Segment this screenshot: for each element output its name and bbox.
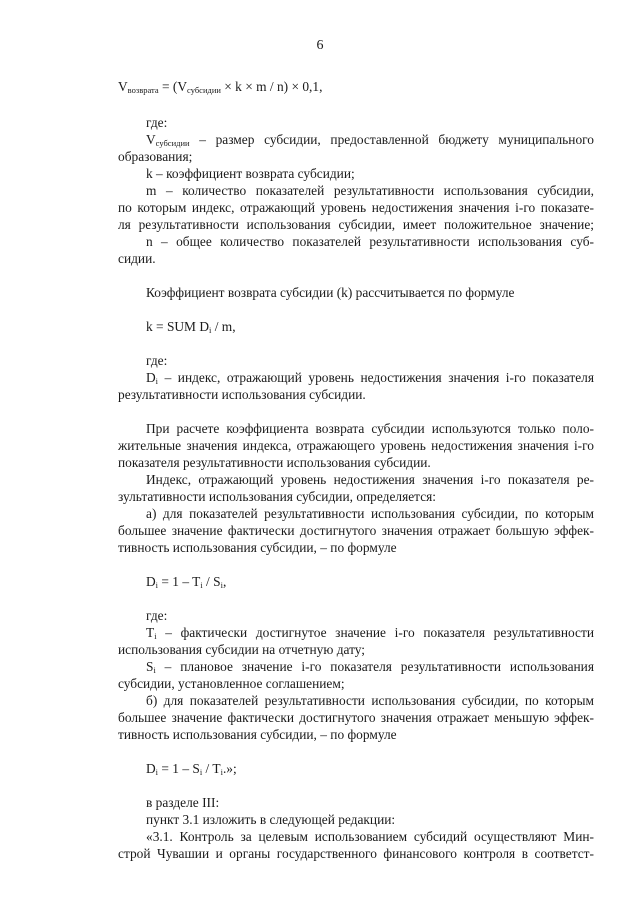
where-label: где: bbox=[146, 353, 168, 368]
def-k: k – коэффициент возврата субсидии; bbox=[146, 166, 355, 181]
section-3-heading: в разделе III: bbox=[146, 795, 220, 810]
def-d-line1: $D_i$ – индекс, отражающий уровень недостижения значения i-го показателя bbox=[146, 370, 594, 386]
formula-v-return: $V_{возврата} = (V_{субсидии} \times k \times m / n) \times 0,1$, bbox=[118, 79, 323, 95]
p-b-line1: б) для показателей результативности использования субсидии, по которым bbox=[146, 693, 594, 708]
def-m-line1: m – количество показателей результативности использования субсидии, bbox=[146, 183, 594, 198]
p-a-line3: тивность использования субсидии, – по формуле bbox=[118, 540, 397, 555]
def-n-line2: сидии. bbox=[118, 251, 156, 266]
item-3-1-intro: пункт 3.1 изложить в следующей редакции: bbox=[146, 812, 396, 827]
def-m-line2: по которым индекс, отражающий уровень недостижения значения i-го показате- bbox=[118, 200, 594, 215]
def-s-line2: субсидии, установленное соглашением; bbox=[118, 676, 345, 691]
p-3-1-line2: строй Чувашии и органы государственного финансового контроля в соответст- bbox=[118, 846, 594, 861]
p-b-line2: большее значение фактически достигнутого значения отражает меньшую эффек- bbox=[118, 710, 594, 725]
def-m-line3: ля результативности использования субсидии, имеет положительное значение; bbox=[118, 217, 594, 232]
p-3-1-line1: «3.1. Контроль за целевым использованием субсидий осуществляют Мин- bbox=[146, 829, 594, 844]
def-s-line1: $S_i$ – плановое значение i-го показателя результативности использования bbox=[146, 659, 594, 675]
formula-k: k = SUM $D_i$ / m, bbox=[146, 319, 236, 335]
def-t-line2: использования субсидии на отчетную дату; bbox=[118, 642, 366, 657]
p-calc-line1: При расчете коэффициента возврата субсидии используются только поло- bbox=[146, 421, 594, 436]
k-intro: Коэффициент возврата субсидии (k) рассчитывается по формуле bbox=[146, 285, 515, 300]
formula-d-b: $D_i = 1 - S_i / T_i$.»; bbox=[146, 761, 237, 777]
where-label: где: bbox=[146, 115, 168, 130]
p-b-line3: тивность использования субсидии, – по формуле bbox=[118, 727, 397, 742]
p-calc-line3: показателя результативности использования субсидии. bbox=[118, 455, 431, 470]
page-number: 6 bbox=[316, 38, 324, 53]
def-n-line1: n – общее количество показателей результативности использования суб- bbox=[146, 234, 594, 249]
def-d-line2: результативности использования субсидии. bbox=[118, 387, 366, 402]
p-a-line1: а) для показателей результативности использования субсидии, по которым bbox=[146, 506, 594, 521]
def-v-line2: образования; bbox=[118, 149, 193, 164]
formula-d-a: $D_i = 1 - T_i / S_i$, bbox=[146, 574, 227, 590]
p-index-line1: Индекс, отражающий уровень недостижения значения i-го показателя ре- bbox=[146, 472, 594, 487]
where-label: где: bbox=[146, 608, 168, 623]
p-a-line2: большее значение фактически достигнутого значения отражает большую эффек- bbox=[118, 523, 594, 538]
def-v-line1: $V_{субсидии}$ – размер субсидии, предоставленной бюджету муниципального bbox=[146, 132, 594, 148]
p-index-line2: зультативности использования субсидии, определяется: bbox=[118, 489, 437, 504]
p-calc-line2: жительные значения индекса, отражающего уровень недостижения значения i-го bbox=[118, 438, 594, 453]
def-t-line1: $T_i$ – фактически достигнутое значение i-го показателя результативности bbox=[146, 625, 594, 641]
